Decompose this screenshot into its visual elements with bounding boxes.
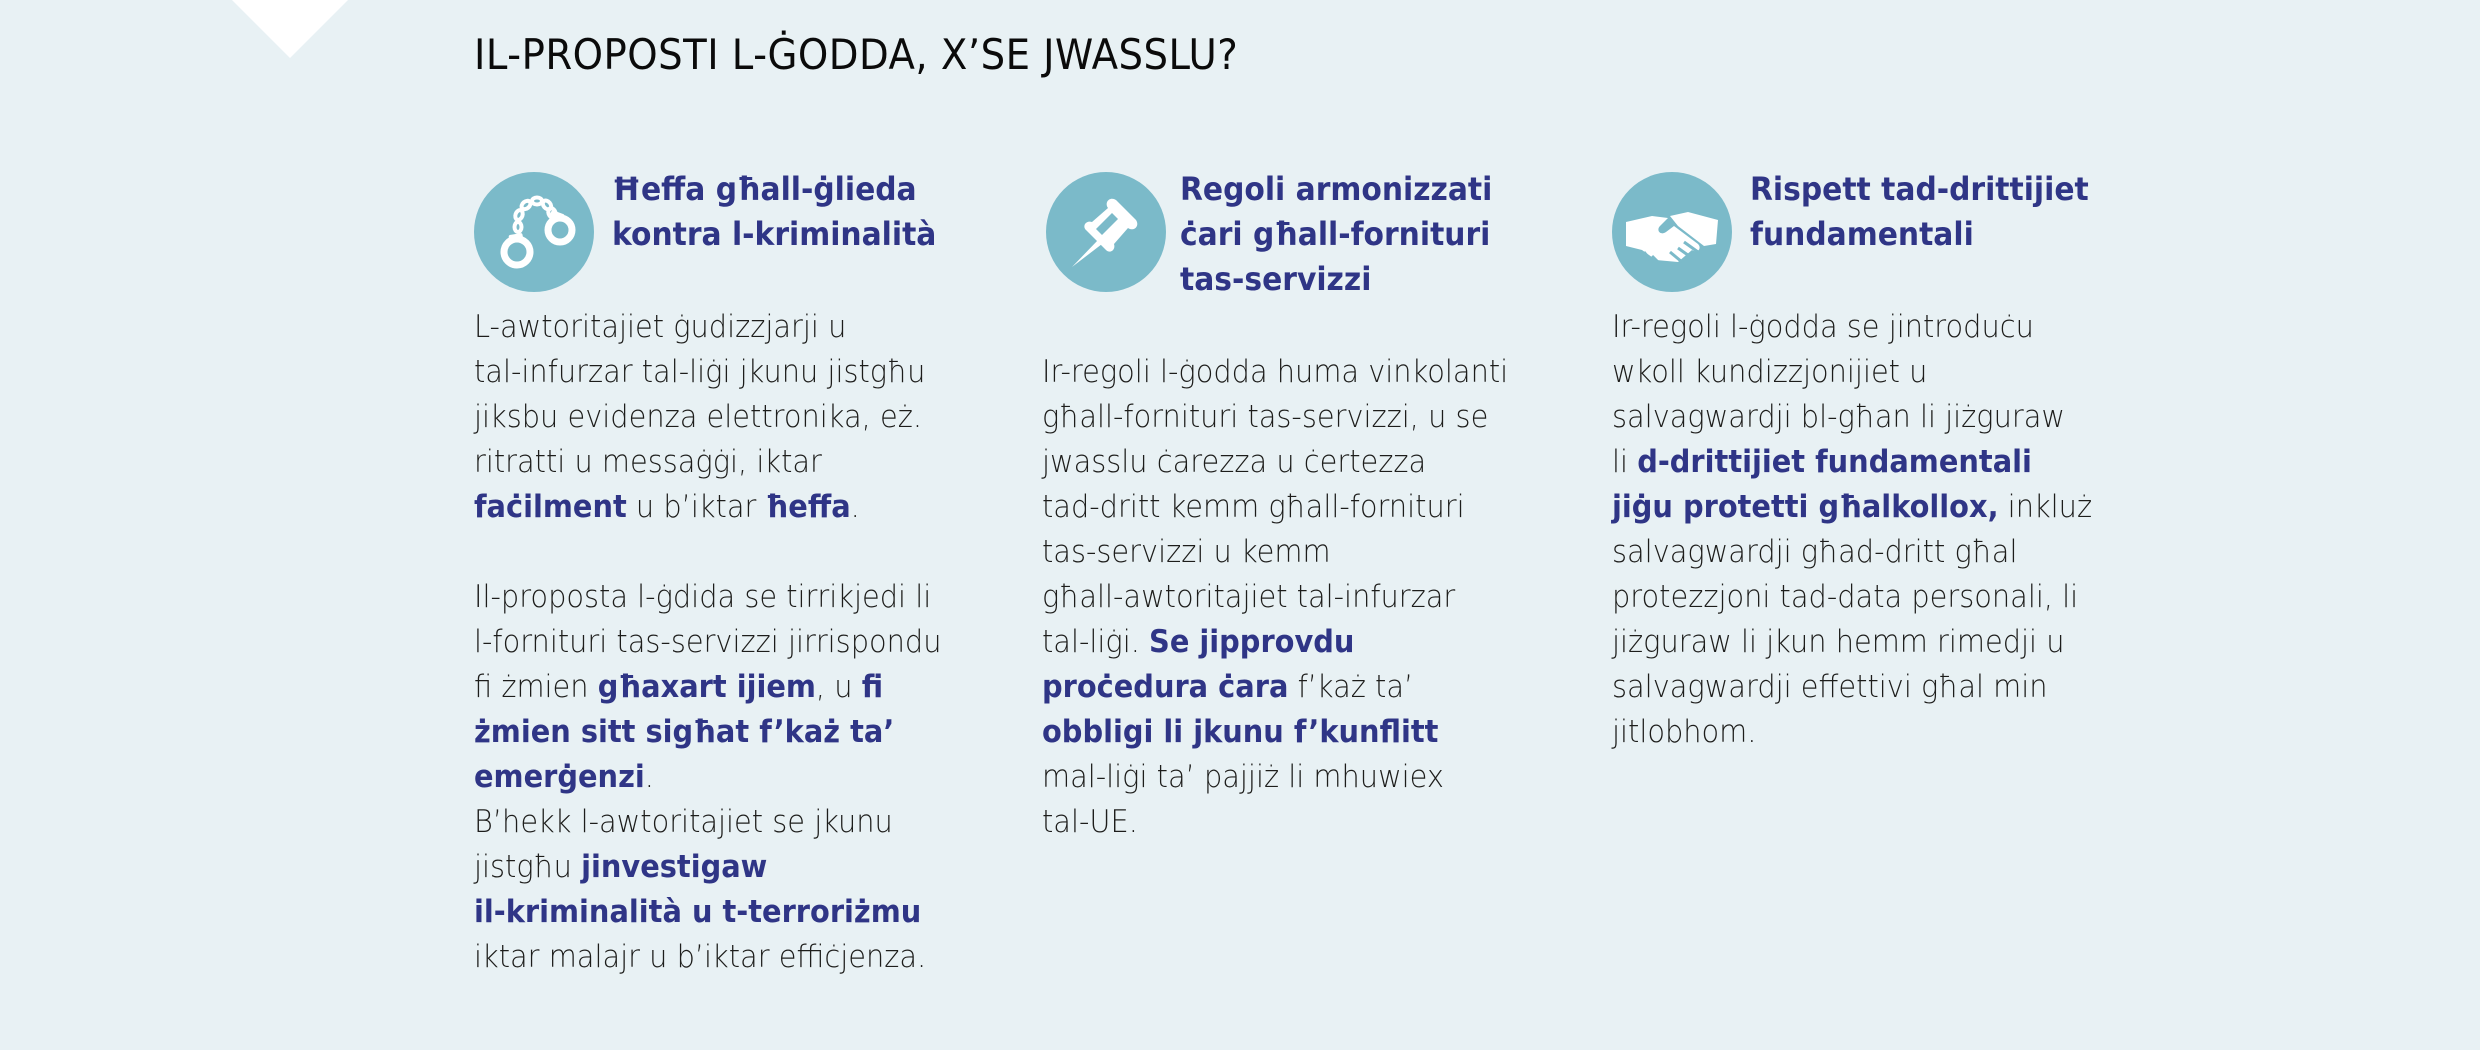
body-line [474, 620, 941, 665]
body-line [474, 395, 941, 440]
body-text: , u [815, 669, 862, 705]
body-line [474, 440, 941, 485]
column-body [1042, 350, 1508, 845]
body-line [1612, 530, 2092, 575]
column-heading: Ħeffa għall-ġlieda kontra l-kriminalità [612, 170, 937, 253]
emphasis-text: il-kriminalità u t-terroriżmu [474, 894, 922, 930]
body-text: għall-fornituri tas-servizzi, u se [1042, 399, 1489, 435]
body-line [474, 305, 941, 350]
body-line [1042, 350, 1508, 395]
body-line [1042, 800, 1508, 845]
emphasis-text: ħeffa [765, 489, 851, 525]
body-line [1042, 665, 1508, 710]
body-line [474, 665, 941, 710]
body-line [1612, 395, 2092, 440]
body-line [474, 845, 941, 890]
body-text: Ir-regoli l-ġodda se jintroduċu [1612, 309, 2034, 345]
body-text: salvagwardji effettivi għal min [1612, 669, 2048, 705]
emphasis-text: faċilment [474, 489, 627, 525]
body-line [1612, 575, 2092, 620]
body-text: tas-servizzi u kemm [1042, 534, 1331, 570]
decorative-notch [232, 0, 348, 58]
handcuffs-icon [474, 172, 594, 292]
body-text: tad-dritt kemm għall-fornituri [1042, 489, 1465, 525]
emphasis-text: d-drittijiet fundamentali [1637, 444, 2032, 480]
body-text: jiksbu evidenza elettronika, eż. [474, 399, 923, 435]
emphasis-text: jinvestigaw [581, 849, 768, 885]
emphasis-text: jiġu protetti għalkollox, [1612, 489, 1999, 525]
body-text: ritratti u messaġġi, iktar [474, 444, 822, 480]
column-body [474, 305, 941, 980]
body-text: jitlobhom. [1612, 714, 1757, 750]
column-heading: Regoli armonizzati ċari għall-fornituri tas-servizzi [1180, 170, 1493, 298]
page-title: IL-PROPOSTI L-ĠODDA, X’SE JWASSLU? [474, 30, 1239, 79]
body-text: inkluż [1998, 489, 2093, 525]
body-line [474, 485, 941, 530]
body-line [474, 890, 941, 935]
body-line [474, 710, 941, 755]
body-text: B’hekk l-awtoritajiet se jkunu [474, 804, 893, 840]
body-text: u b’iktar [626, 489, 766, 525]
body-text: . [644, 759, 654, 795]
pushpin-icon [1046, 172, 1166, 292]
column-body [1612, 305, 2092, 755]
body-line [1612, 350, 2092, 395]
body-text: mal-liġi ta’ pajjiż li mhuwiex [1042, 759, 1444, 795]
emphasis-text: emerġenzi [474, 759, 645, 795]
body-line [474, 800, 941, 845]
body-text: protezzjoni tad-data personali, li [1612, 579, 2079, 615]
body-text: tal-infurzar tal-liġi jkunu jistgħu [474, 354, 926, 390]
body-line [1042, 530, 1508, 575]
body-text: Il-proposta l-ġdida se tirrikjedi li [474, 579, 932, 615]
body-line [1042, 575, 1508, 620]
body-text: li [1612, 444, 1638, 480]
body-line [1042, 440, 1508, 485]
body-line [474, 575, 941, 620]
body-text: jistgħu [474, 849, 582, 885]
emphasis-text: Se jipprovdu [1149, 624, 1355, 660]
body-line [1612, 620, 2092, 665]
body-text: wkoll kundizzjonijiet u [1612, 354, 1928, 390]
body-line [1042, 485, 1508, 530]
body-text: f’każ ta’ [1288, 669, 1414, 705]
body-line [474, 755, 941, 800]
paragraph-gap [474, 530, 941, 575]
body-line [1612, 305, 2092, 350]
body-line [1612, 485, 2092, 530]
body-line [1612, 440, 2092, 485]
body-text: salvagwardji għad-dritt għal [1612, 534, 2018, 570]
body-text: Ir-regoli l-ġodda huma vinkolanti [1042, 354, 1509, 390]
body-line [1042, 710, 1508, 755]
body-text: salvagwardji bl-għan li jiżguraw [1612, 399, 2065, 435]
body-line [1612, 710, 2092, 755]
body-line [1042, 620, 1508, 665]
body-line [474, 350, 941, 395]
body-text: fi żmien [474, 669, 598, 705]
body-text: tal-UE. [1042, 804, 1138, 840]
body-line [1042, 395, 1508, 440]
emphasis-text: żmien sitt sigħat f’każ ta’ [474, 714, 895, 750]
emphasis-text: obbligi li jkunu f’kunflitt [1042, 714, 1439, 750]
emphasis-text: fi [861, 669, 884, 705]
body-text: l-fornituri tas-servizzi jirrispondu [474, 624, 942, 660]
column-heading: Rispett tad-drittijiet fundamentali [1750, 170, 2089, 253]
emphasis-text: għaxart ijiem [597, 669, 816, 705]
body-line [474, 935, 941, 980]
handshake-icon [1612, 172, 1732, 292]
body-text: jwasslu ċarezza u ċertezza [1042, 444, 1427, 480]
body-text: L-awtoritajiet ġudizzjarji u [474, 309, 847, 345]
body-line [1042, 755, 1508, 800]
body-line [1612, 665, 2092, 710]
body-text: . [850, 489, 860, 525]
emphasis-text: proċedura ċara [1042, 669, 1289, 705]
body-text: jiżguraw li jkun hemm rimedji u [1612, 624, 2065, 660]
body-text: għall-awtoritajiet tal-infurzar [1042, 579, 1456, 615]
body-text: tal-liġi. [1042, 624, 1150, 660]
body-text: iktar malajr u b’iktar effiċjenza. [474, 939, 927, 975]
